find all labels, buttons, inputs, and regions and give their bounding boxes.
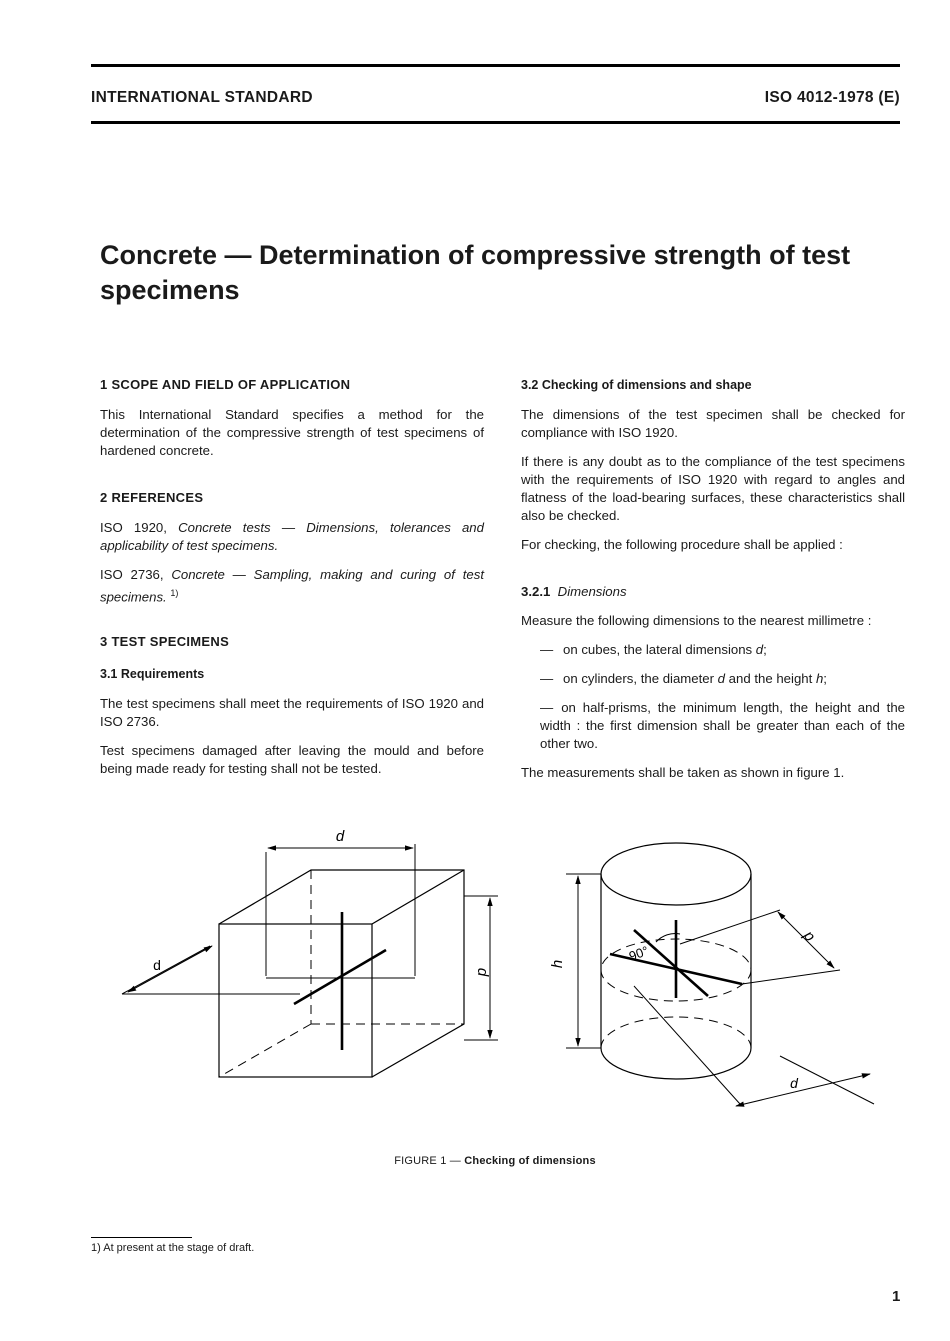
section-3-1-text-1: The test specimens shall meet the requirements of ISO 1920 and ISO 2736.: [100, 696, 484, 730]
section-3-2-1-intro: Measure the following dimensions to the nearest millimetre :: [521, 613, 872, 628]
cylinder-top-ellipse: [601, 843, 751, 905]
figure-1: [100, 812, 900, 1132]
reference-iso-1920: [100, 519, 484, 555]
list-dash: —: [540, 642, 554, 657]
cylinder-bottom-diameter-label: d: [790, 1075, 798, 1091]
section-3-2-text-2: If there is any doubt as to the compliance of the test specimens with the requirements of ISO 1920 with regard to angles and flatness of the load-bearing surfaces, these characteristics shall also be checked.: [521, 454, 905, 523]
cylinder-bottom-diameter-arrow: [736, 1074, 870, 1106]
header-top-rule: [91, 64, 900, 67]
cube-dimension-lines: [122, 844, 498, 1040]
footnote: 1) At present at the stage of draft.: [91, 1242, 255, 1254]
section-3-2-text-3: For checking, the following procedure shall be applied :: [521, 537, 843, 552]
section-3-1-heading: 3.1 Requirements: [100, 667, 205, 682]
list-item-half-prisms: — on half-prisms, the minimum length, the height and the width : the first dimension shall be greater than each of the other two.: [540, 700, 905, 751]
section-2-heading: 2 REFERENCES: [100, 490, 204, 505]
right-column: [521, 376, 905, 782]
section-title: Dimensions: [557, 584, 627, 599]
footnote-rule: [91, 1237, 192, 1238]
reference-title: Concrete — Sampling, making and curing of test specimens.: [100, 567, 484, 605]
page-number: 1: [892, 1288, 901, 1305]
cube-front-face: [219, 924, 372, 1077]
section-3-heading: 3 TEST SPECIMENS: [100, 634, 230, 650]
header-bottom-rule: [91, 121, 900, 124]
section-3-2-heading: 3.2 Checking of dimensions and shape: [521, 378, 752, 392]
section-3-2-1-heading: [521, 583, 905, 601]
cube-depth-label: d: [153, 957, 161, 973]
list-item-cylinders: — on cylinders, the diameter d and the height h;: [540, 671, 827, 686]
caption-prefix: FIGURE 1 —: [394, 1155, 465, 1167]
reference-iso-2736: [100, 566, 484, 606]
section-3-1-text-2: Test specimens damaged after leaving the mould and before being made ready for testing shall not be tested.: [100, 743, 484, 777]
section-3-2-1-closing: The measurements shall be taken as shown in figure 1.: [521, 765, 845, 780]
figure-drawing: [100, 812, 900, 1132]
footnote-marker: 1): [170, 588, 179, 598]
list-dash: —: [540, 671, 554, 686]
header-standard-number: ISO 4012-1978 (E): [764, 89, 900, 106]
angle-label: 90°: [626, 942, 651, 964]
cube-depth-arrow: [128, 946, 212, 992]
cylinder-drawing: [549, 843, 874, 1106]
cylinder-dimension-lines: [566, 874, 874, 1106]
cube-height-label: d: [474, 967, 491, 977]
cylinder-height-label: h: [549, 959, 566, 969]
document-title: Concrete — Determination of compressive strength of test specimens: [100, 240, 851, 305]
cube-width-label: d: [335, 828, 345, 845]
list-dash: —: [540, 700, 554, 715]
section-3-2-text-1: The dimensions of the test specimen shall be checked for compliance with ISO 1920.: [521, 407, 905, 440]
left-column: [100, 376, 484, 778]
section-1-heading: 1 SCOPE AND FIELD OF APPLICATION: [100, 377, 351, 392]
cube-top-edge: [372, 870, 464, 924]
section-number: 3.2.1: [521, 584, 551, 599]
cylinder-bottom-front: [601, 1048, 751, 1079]
figure-caption: [0, 1155, 950, 1167]
caption-title: Checking of dimensions: [464, 1155, 596, 1167]
list-item-cubes: — on cubes, the lateral dimensions d;: [540, 642, 767, 657]
reference-number: ISO 2736,: [100, 567, 164, 582]
cube-drawing: [122, 828, 498, 1077]
header-standard-type: INTERNATIONAL STANDARD: [91, 89, 313, 106]
cylinder-diameter-label: d: [799, 928, 818, 946]
reference-number: ISO 1920,: [100, 520, 167, 535]
reference-title: Concrete tests — Dimensions, tolerances and applicability of test specimens.: [100, 520, 484, 553]
section-1-text: This International Standard specifies a method for the determination of the compressive strength of test specimens of hardened concrete.: [100, 407, 484, 458]
